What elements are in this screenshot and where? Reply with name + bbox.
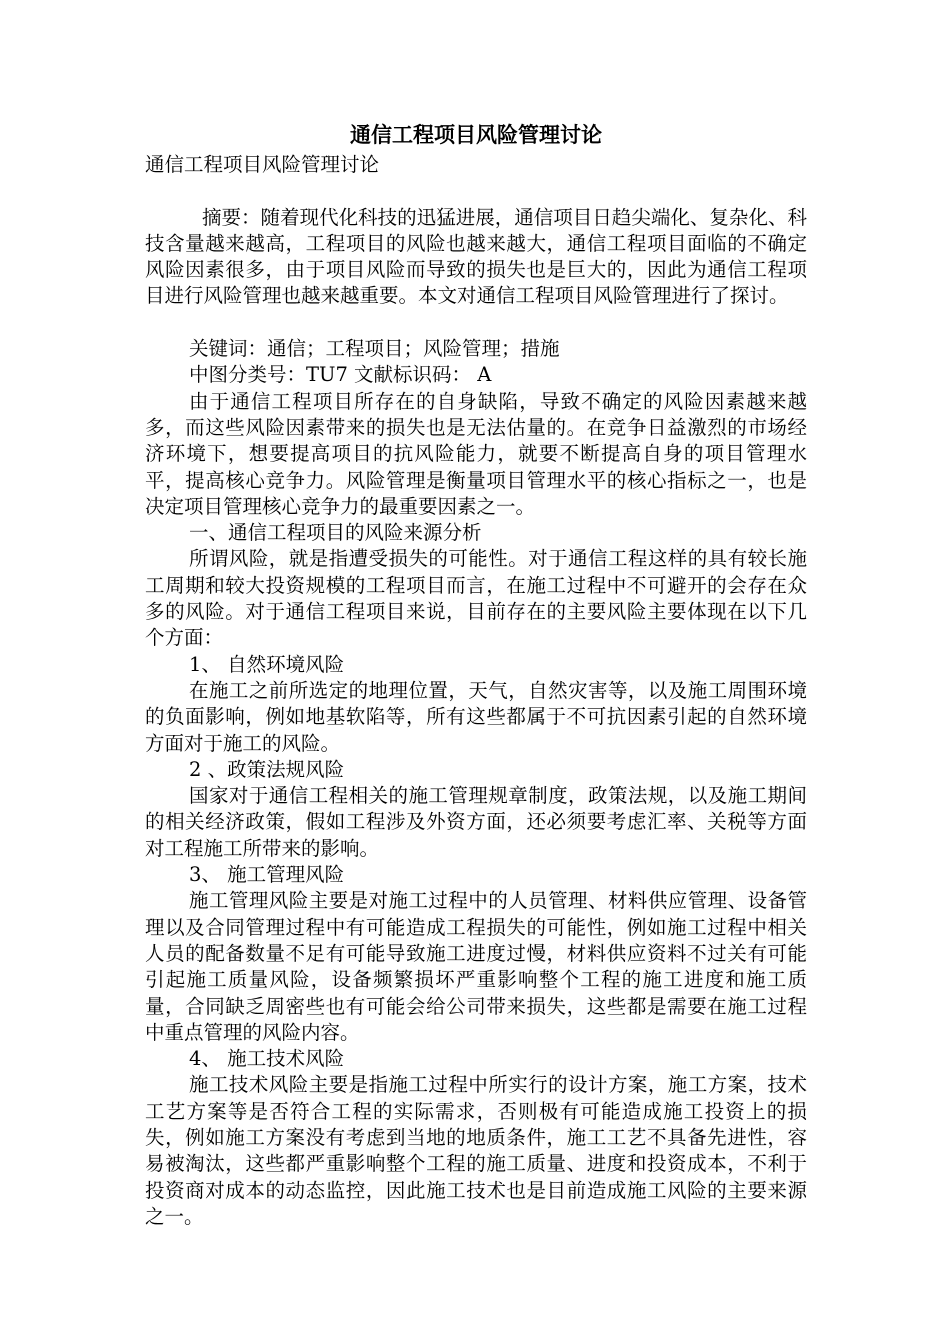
abstract-paragraph: 摘要：随着现代化科技的迅猛进展，通信项目日趋尖端化、复杂化、科技含量越来越高，工程项目的风险也越来越大，通信工程项目面临的不确定风险因素很多，由于项目风险而导致的损失也是巨大的，因此为通信工程项目进行风险管理也越来越重要。本文对通信工程项目风险管理进行了探讨。 [145,205,807,308]
item-heading-policy: 2 、政策法规风险 [189,757,345,781]
blank-line [145,178,807,204]
classification-line: 中图分类号：TU7 文献标识码： A [189,363,492,387]
keywords-line: 关键词：通信；工程项目；风险管理；措施 [189,337,560,361]
document-subtitle: 通信工程项目风险管理讨论 [145,153,380,176]
intro-paragraph: 由于通信工程项目所存在的自身缺陷，导致不确定的风险因素越来越多，而这些风险因素带来的损失也是无法估量的。在竞争日益激烈的市场经济环境下，想要提高项目的抗风险能力，就要不断提高自身的项目管理水平，提高核心竞争力。风险管理是衡量项目管理水平的核心指标之一，也是决定项目管理核心竞争力的最重要因素之一。 [145,389,807,518]
item-paragraph-management: 施工管理风险主要是对施工过程中的人员管理、材料供应管理、设备管理以及合同管理过程中有可能造成工程损失的可能性，例如施工过程中相关人员的配备数量不足有可能导致施工进度过慢，材料供应资料不过关有可能引起施工质量风险，设备频繁损坏严重影响整个工程的施工进度和施工质量，合同缺乏周密些也有可能会给公司带来损失，这些都是需要在施工过程中重点管理的风险内容。 [145,889,807,1044]
document-title: 通信工程项目风险管理讨论 [350,122,602,147]
item-paragraph-natural: 在施工之前所选定的地理位置，天气，自然灾害等，以及施工周围环境的负面影响，例如地基软陷等，所有这些都属于不可抗因素引起的自然环境方面对于施工的风险。 [145,678,807,755]
item-paragraph-technical: 施工技术风险主要是指施工过程中所实行的设计方案，施工方案，技术工艺方案等是否符合工程的实际需求，否则极有可能造成施工投资上的损失，例如施工方案没有考虑到当地的地质条件，施工工艺不具备先进性，容易被淘汰，这些都严重影响整个工程的施工质量、进度和投资成本，不利于投资商对成本的动态监控，因此施工技术也是目前造成施工风险的主要来源之一。 [145,1073,807,1228]
blank-line [145,310,807,336]
item-heading-management: 3、 施工管理风险 [189,863,345,887]
item-heading-technical: 4、 施工技术风险 [189,1047,345,1071]
section-paragraph: 所谓风险，就是指遭受损失的可能性。对于通信工程这样的具有较长施工周期和较大投资规模的工程项目而言，在施工过程中不可避开的会存在众多的风险。对于通信工程项目来说，目前存在的主要风险主要体现在以下几个方面： [145,547,807,650]
document-page [145,118,807,1230]
item-heading-natural: 1、 自然环境风险 [189,652,345,676]
item-paragraph-policy: 国家对于通信工程相关的施工管理规章制度，政策法规，以及施工期间的相关经济政策，假如工程涉及外资方面，还必须要考虑汇率、关税等方面对工程施工所带来的影响。 [145,784,807,860]
section-heading: 一、通信工程项目的风险来源分析 [189,521,482,545]
